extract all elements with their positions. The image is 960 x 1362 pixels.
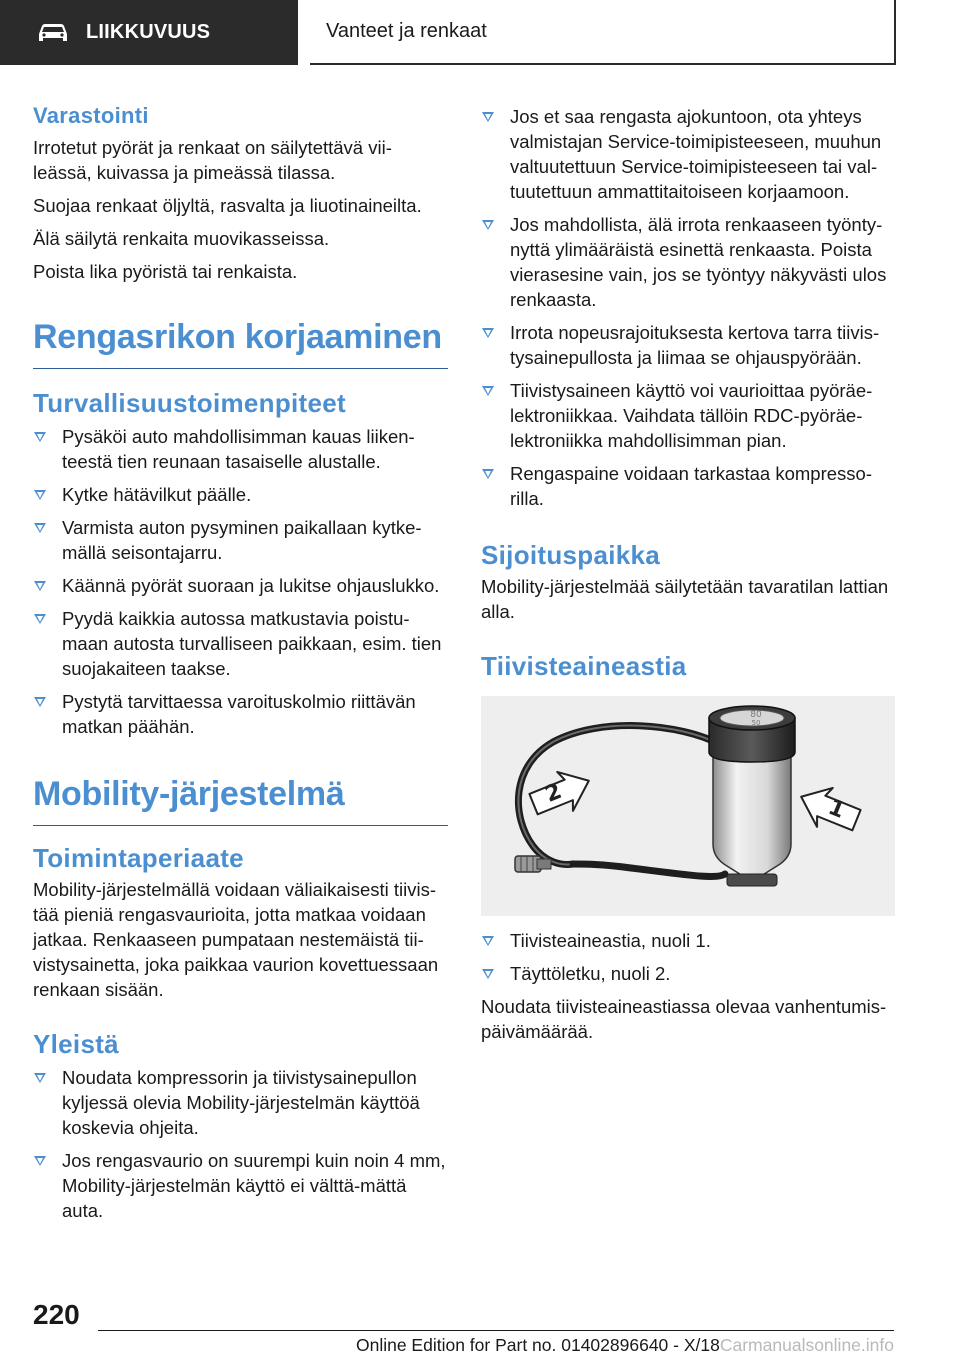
heading-rengasrikon: Rengasrikon korjaaminen	[33, 314, 448, 369]
sealant-container-figure	[481, 696, 895, 916]
list-item: Rengaspaine voidaan tarkastaa kompresso-rilla.	[481, 461, 895, 511]
bullet-triangle-icon	[482, 936, 494, 946]
list-item: Kytke hätävilkut päälle.	[33, 482, 448, 507]
chapter-title: LIIKKUVUUS	[86, 21, 211, 43]
bullet-triangle-icon	[34, 697, 46, 707]
sealant-container-illustration	[481, 696, 895, 916]
paragraph: Mobility-järjestelmää säilytetään tavaratilan lattian alla.	[481, 576, 889, 622]
list-item: Noudata kompressorin ja tiivistysainepullon kyljessä olevia Mobility-järjestelmän käyttöä koskevia ohjeita.	[33, 1065, 448, 1140]
heading-yleista: Yleistä	[33, 1029, 119, 1059]
cap-label-bottom: 50	[751, 719, 761, 727]
bullet-triangle-icon	[34, 523, 46, 533]
list-item: Jos mahdollista, älä irrota renkaaseen työnty-nyttä ylimääräistä esinettä renkaasta. Poista vierasesine vain, jos se työntyy näkyvästi ulos renkaasta.	[481, 212, 895, 312]
figure-legend-list	[481, 928, 895, 986]
list-item: Täyttöletku, nuoli 2.	[481, 961, 895, 986]
cap-label-top: 80	[750, 710, 762, 720]
arrow-label-1: 1	[824, 794, 849, 824]
watermark: Carmanualsonline.info	[719, 1335, 894, 1355]
bullet-triangle-icon	[34, 432, 46, 442]
chapter-tab	[0, 0, 298, 65]
list-item: Varmista auton pysyminen paikallaan kytke-mällä seisontajarru.	[33, 515, 448, 565]
footer-divider	[98, 1330, 894, 1331]
heading-sijoituspaikka: Sijoituspaikka	[481, 540, 661, 570]
list-item: Jos et saa rengasta ajokuntoon, ota yhteys valmistajan Service-toimipisteeseen, muuhun valtuutettuun Service-toimipisteeseen tai val-tuutettuun ammattitaitoiseen korjaamoon.	[481, 104, 895, 204]
edition-text: Online Edition for Part no. 01402896640 - X/18	[355, 1335, 720, 1355]
bullet-triangle-icon	[34, 614, 46, 624]
heading-turvallisuus: Turvallisuustoimenpiteet	[33, 388, 346, 418]
list-item: Tiivistysaineen käyttö voi vaurioittaa pyöräe-lektroniikkaa. Vaihdata tällöin RDC-pyöräe-lektroniikka mahdollisimman pian.	[481, 378, 895, 453]
paragraph: Älä säilytä renkaita muovikasseissa.	[33, 228, 330, 249]
general-list	[33, 1065, 448, 1223]
bullet-triangle-icon	[482, 469, 494, 479]
repair-list	[481, 104, 895, 511]
paragraph: Suojaa renkaat öljyltä, rasvalta ja liuotinaineilta.	[33, 195, 422, 216]
list-item: Pystytä tarvittaessa varoituskolmio riittävän matkan päähän.	[33, 689, 448, 739]
bullet-triangle-icon	[482, 386, 494, 396]
edition-note	[356, 1335, 894, 1356]
list-item: Pyydä kaikkia autossa matkustavia poistu-maan autosta turvalliseen paikkaan, esim. tien suojakaiteen taakse.	[33, 606, 448, 681]
paragraph: Mobility-järjestelmällä voidaan väliaikaisesti tiivis-tää pieniä rengasvaurioita, jotta matkaa voidaan jatkaa. Renkaaseen pumpataan nestemäistä tii-vistysainetta, joka paikkaa vaurion kovettuessaan renkaan sisään.	[33, 879, 439, 1000]
list-item: Käännä pyörät suoraan ja lukitse ohjauslukko.	[33, 573, 448, 598]
bullet-triangle-icon	[34, 490, 46, 500]
arrow-label-2: 2	[541, 778, 566, 808]
left-column	[33, 100, 448, 1223]
section-title: Vanteet ja renkaat	[326, 20, 487, 42]
list-item: Irrota nopeusrajoituksesta kertova tarra tiivis-tysainepullosta ja liimaa se ohjauspyörään.	[481, 320, 895, 370]
list-item: Pysäköi auto mahdollisimman kauas liiken-teestä tien reunaan tasaiselle alustalle.	[33, 424, 448, 474]
safety-list	[33, 424, 448, 739]
car-icon	[36, 22, 70, 44]
bullet-triangle-icon	[482, 328, 494, 338]
bullet-triangle-icon	[482, 112, 494, 122]
heading-toimintaperiaate: Toimintaperiaate	[33, 843, 244, 873]
paragraph: Noudata tiivisteaineastiassa olevaa vanhentumis-päivämäärää.	[481, 996, 887, 1042]
heading-tiivisteaineastia: Tiivisteaineastia	[481, 651, 687, 681]
page-number: 220	[33, 1299, 80, 1330]
list-item: Tiivisteaineastia, nuoli 1.	[481, 928, 895, 953]
list-item: Jos rengasvaurio on suurempi kuin noin 4 mm, Mobility-järjestelmän käyttö ei välttä-mättä auta.	[33, 1148, 448, 1223]
heading-varastointi: Varastointi	[33, 103, 149, 128]
heading-mobility: Mobility-järjestelmä	[33, 771, 448, 826]
bullet-triangle-icon	[34, 1156, 46, 1166]
section-tab	[310, 0, 896, 65]
paragraph: Irrotetut pyörät ja renkaat on säilytettävä vii-leässä, kuivassa ja pimeässä tilassa.	[33, 137, 392, 183]
paragraph: Poista lika pyöristä tai renkaista.	[33, 261, 298, 282]
bullet-triangle-icon	[482, 220, 494, 230]
right-column	[481, 104, 895, 1044]
bullet-triangle-icon	[482, 969, 494, 979]
bullet-triangle-icon	[34, 581, 46, 591]
bullet-triangle-icon	[34, 1073, 46, 1083]
